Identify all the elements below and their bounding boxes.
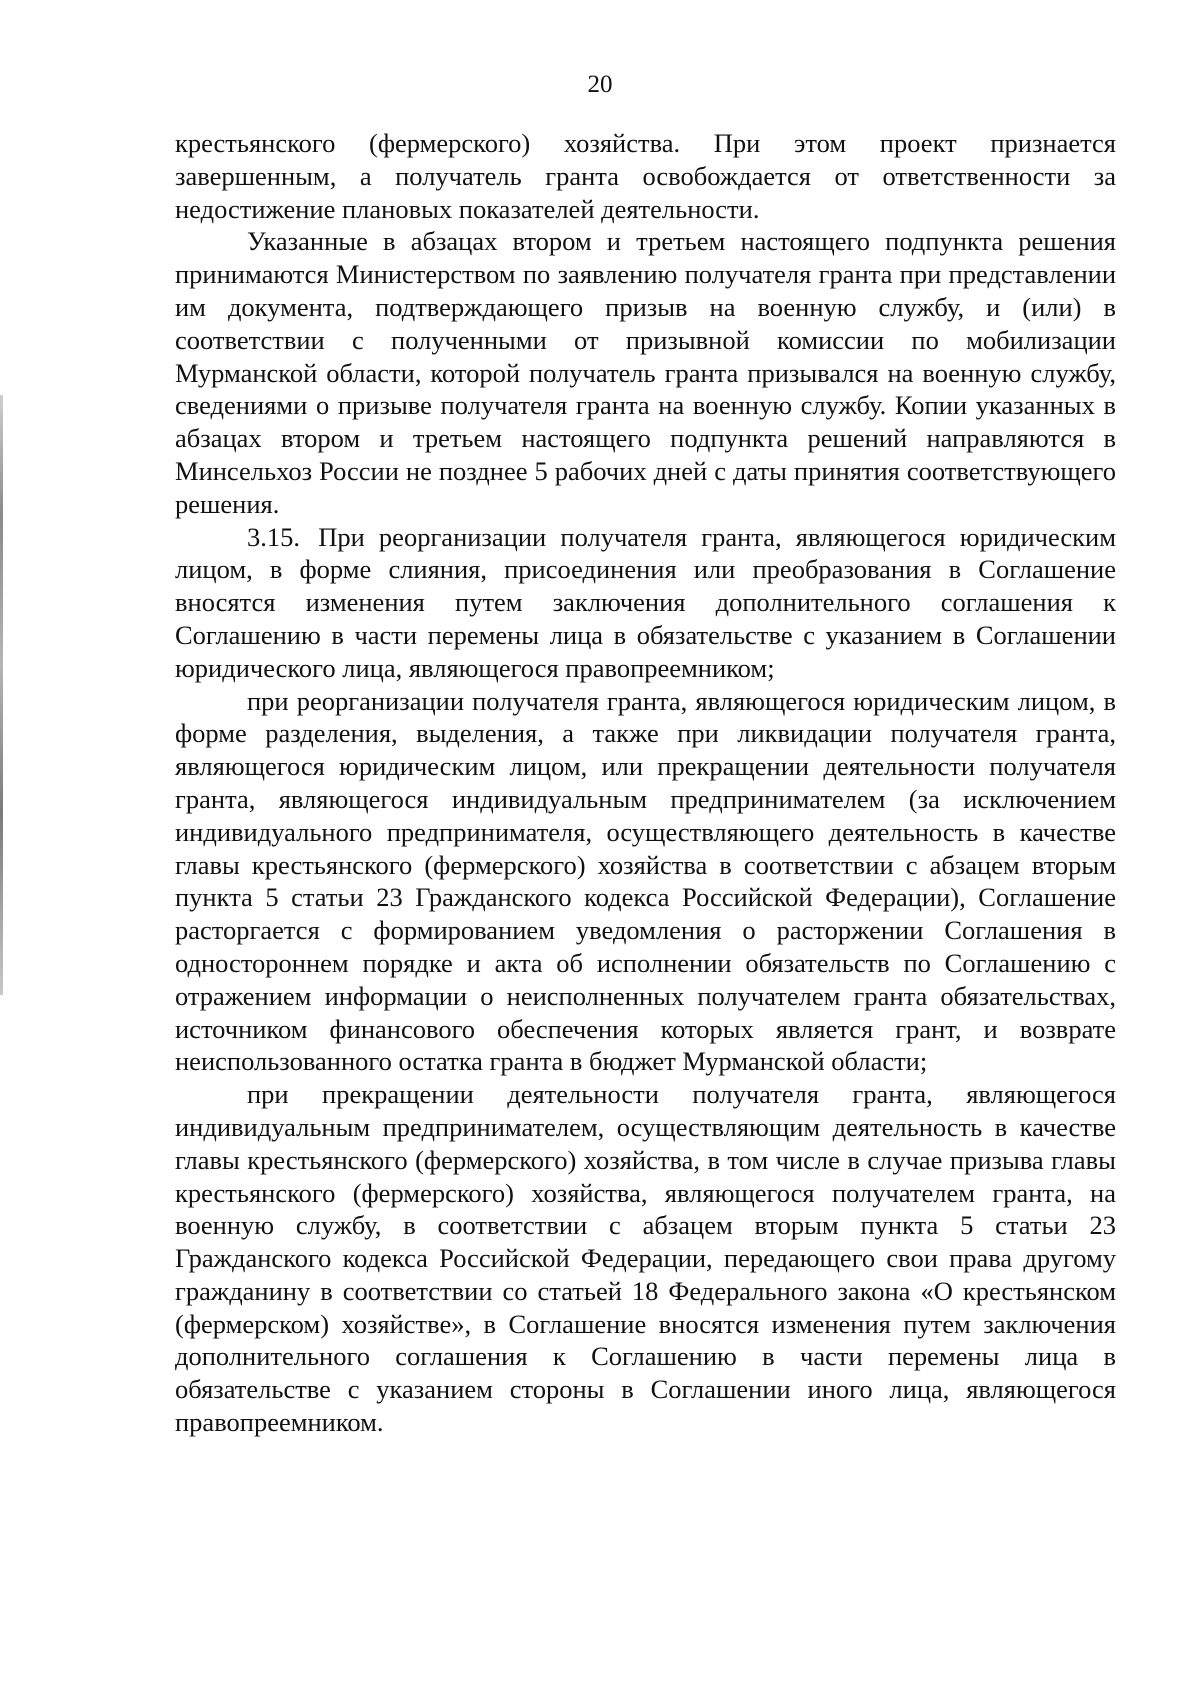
paragraph-text: Указанные в абзацах втором и третьем настоящего подпункта решения принимаются Министерством по заявлению получателя гранта при представлении им документа, подтверждающего призыв на военную службу, и (или) в соответствии с полученными от призывной комиссии по мобилизации Мурманской области, которой получатель гранта призывался на военную службу, сведениями о призыве получателя гранта на военную службу. Копии указанных в абзацах втором и третьем настоящего подпункта решений направляются в Минсельхоз России не позднее 5 рабочих дней с даты принятия соответствующего решения.: [175, 226, 1116, 519]
paragraph-section-3-15: [175, 521, 1116, 685]
paragraph-text: При реорганизации получателя гранта, являющегося юридическим лицом, в форме слияния, присоединения или преобразования в Соглашение вносятся изменения путем заключения дополнительного соглашения к Соглашению в части перемены лица в обязательстве с указанием в Соглашении юридического лица, являющегося правопреемником;: [175, 521, 1117, 683]
paragraph-text: крестьянского (фермерского) хозяйства. При этом проект признается завершенным, а получатель гранта освобождается от ответственности за недостижение плановых показателей деятельности.: [175, 128, 1116, 224]
paragraph-termination: [175, 1078, 1116, 1439]
paragraph-text: при реорганизации получателя гранта, являющегося юридическим лицом, в форме разделения, выделения, а также при ликвидации получателя гранта, являющегося юридическим лицом, или прекращении деятельности получателя гранта, являющегося индивидуальным предпринимателем (за исключением индивидуального предпринимателя, осуществляющего деятельность в качестве главы крестьянского (фермерского) хозяйства в соответствии с абзацем вторым пункта 5 статьи 23 Гражданского кодекса Российской Федерации), Соглашение расторгается с формированием уведомления о расторжении Соглашения в одностороннем порядке и акта об исполнении обязательств по Соглашению с отражением информации о неисполненных получателем гранта обязательствах, источником финансового обеспечения которых является грант, и возврате неиспользованного остатка гранта в бюджет Мурманской области;: [175, 685, 1116, 1077]
section-number: 3.15.: [247, 521, 300, 552]
paragraph-continuation: [175, 127, 1116, 225]
paragraph-text: при прекращении деятельности получателя гранта, являющегося индивидуальным предпринимателем, осуществляющим деятельность в качестве главы крестьянского (фермерского) хозяйства, в том числе в случае призыва главы крестьянского (фермерского) хозяйства, являющегося получателем гранта, на военную службу, в соответствии с абзацем вторым пункта 5 статьи 23 Гражданского кодекса Российской Федерации, передающего свои права другому гражданину в соответствии со статьей 18 Федерального закона «О крестьянском (фермерском) хозяйстве», в Соглашение вносятся изменения путем заключения дополнительного соглашения к Соглашению в части перемены лица в обязательстве с указанием стороны в Соглашении иного лица, являющегося правопреемником.: [175, 1079, 1116, 1438]
scan-edge-shadow: [0, 395, 3, 995]
paragraph-decisions: [175, 225, 1116, 520]
paragraph-reorganization-division: [175, 685, 1116, 1079]
page-number: 20: [587, 71, 613, 98]
document-body: [175, 127, 1116, 1439]
